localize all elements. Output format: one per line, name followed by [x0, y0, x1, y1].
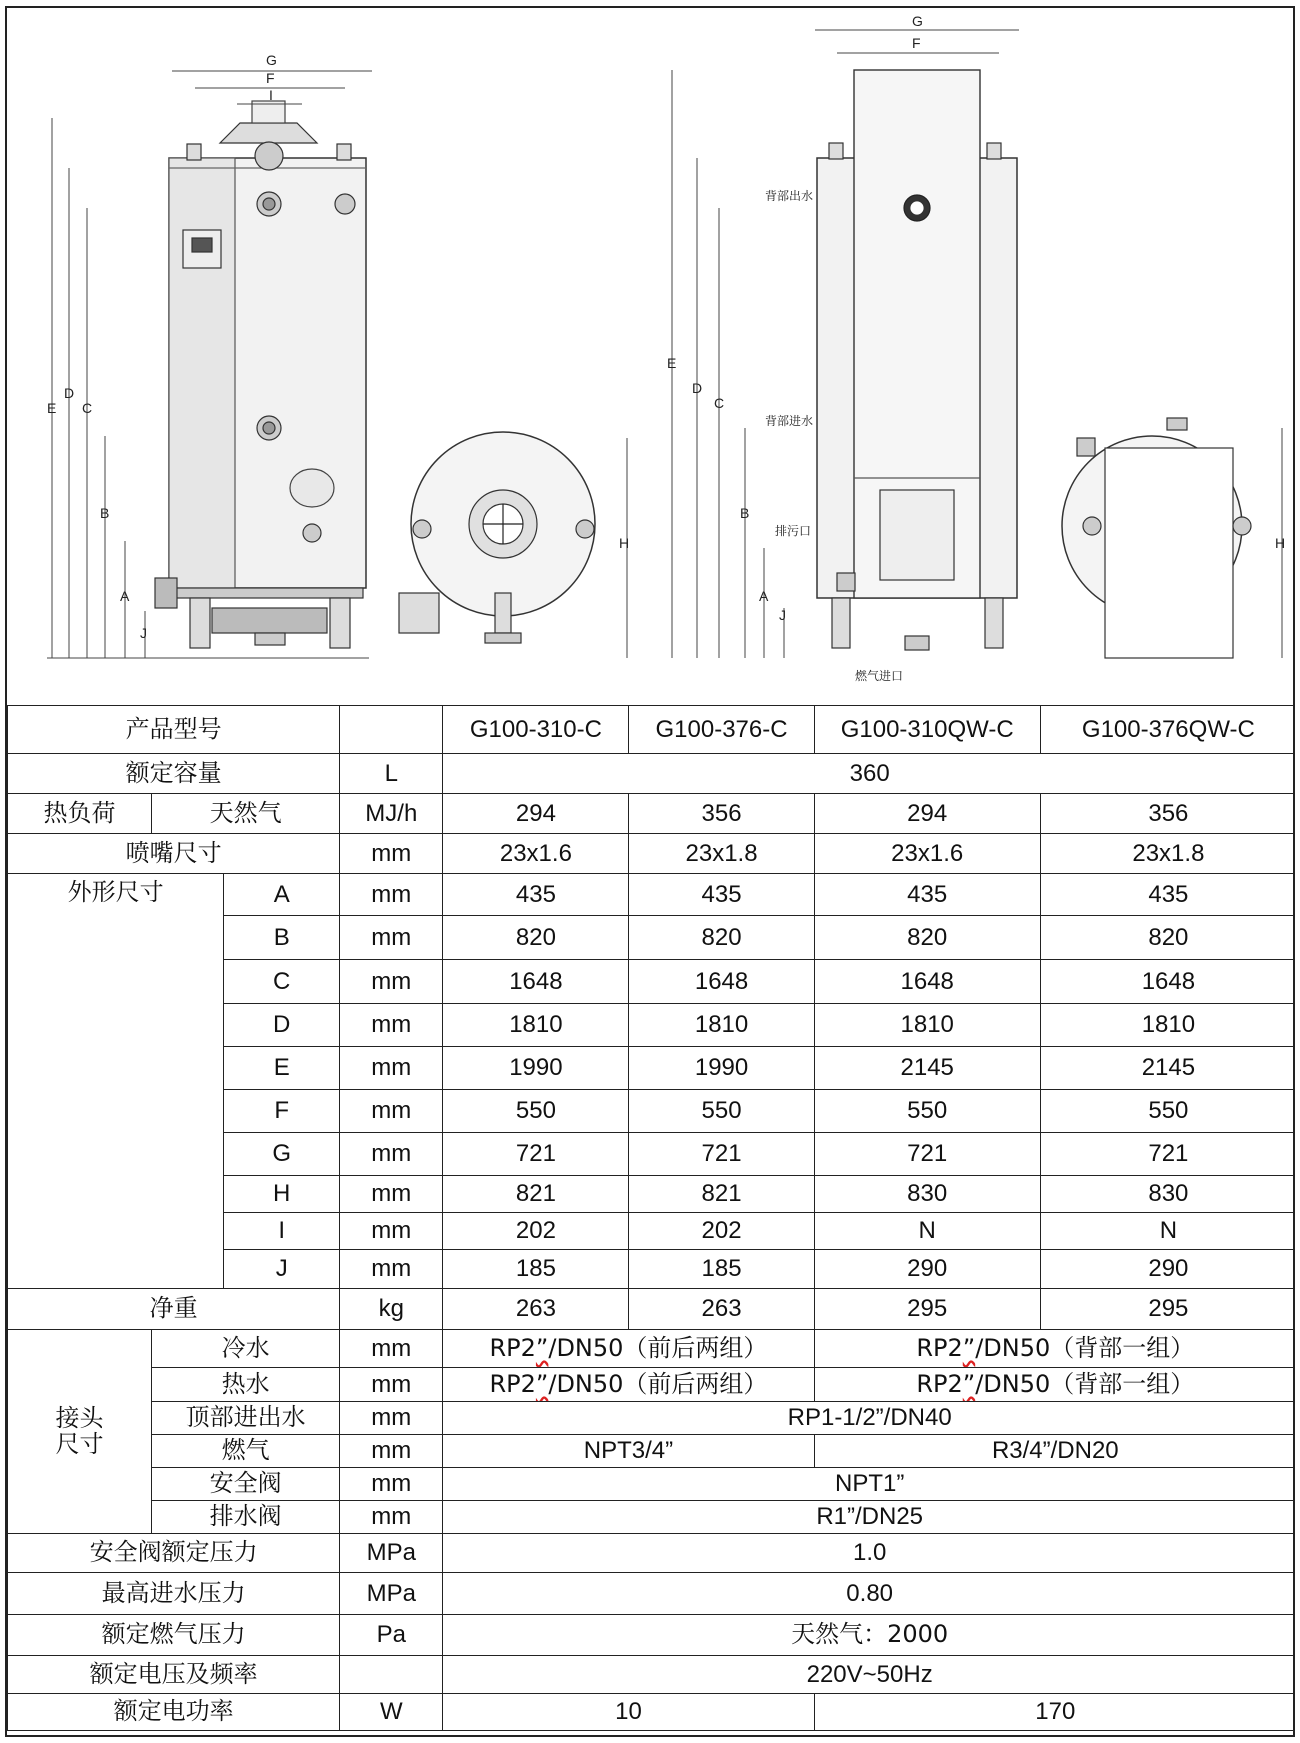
table-row-model: [8, 706, 1296, 754]
table-row-voltage: [8, 1656, 1296, 1694]
value-cell: 830: [1040, 1176, 1295, 1213]
row-label: 产品型号: [8, 706, 340, 754]
value-cell: [443, 1330, 814, 1368]
value-cell: 290: [1040, 1250, 1295, 1289]
value-cell: 721: [443, 1133, 629, 1176]
dim-label-I: I: [269, 87, 273, 103]
row-label: 燃气: [152, 1435, 340, 1468]
row-label: 净重: [8, 1289, 340, 1330]
unit-cell: W: [340, 1694, 443, 1731]
table-row-relief-pressure: [8, 1534, 1296, 1573]
spec-sheet: [5, 6, 1295, 1737]
table-row-heat-load: [8, 794, 1296, 834]
value-cell: [814, 1330, 1295, 1368]
value-cell: N: [814, 1213, 1040, 1250]
value-cell: 1990: [443, 1047, 629, 1090]
value-text: /DN50（前后两组）: [548, 1333, 768, 1362]
label-drain: 排污口: [775, 524, 812, 538]
qw-front-view-drawing: [817, 70, 1017, 650]
table-row-weight: [8, 1289, 1296, 1330]
value-cell: 0.80: [443, 1573, 1295, 1615]
unit-cell: [340, 1656, 443, 1694]
dim-key: A: [224, 874, 340, 916]
row-label: 安全阀额定压力: [8, 1534, 340, 1573]
value-cell: 435: [443, 874, 629, 916]
dim-label-E-2: E: [667, 355, 677, 371]
unit-cell: MJ/h: [340, 794, 443, 834]
table-row-nozzle: [8, 834, 1296, 874]
dim-label-H-2: H: [1275, 535, 1286, 551]
dim-label-A: A: [120, 588, 130, 604]
row-label: 顶部进出水: [152, 1402, 340, 1435]
value-cell: 294: [443, 794, 629, 834]
front-view-drawing: [155, 101, 366, 648]
quote-mark: ”: [962, 1333, 976, 1362]
value-cell: 435: [814, 874, 1040, 916]
value-cell: 天然气：2000: [443, 1615, 1295, 1656]
value-cell: 550: [629, 1090, 814, 1133]
value-cell: 721: [814, 1133, 1040, 1176]
dim-label-J: J: [140, 625, 147, 641]
unit-cell: mm: [340, 834, 443, 874]
table-row-gas: [8, 1435, 1296, 1468]
value-cell: 830: [814, 1176, 1040, 1213]
value-cell: 1648: [443, 960, 629, 1004]
qw-top-view-drawing: [1062, 418, 1251, 658]
value-cell: 263: [629, 1289, 814, 1330]
value-text: RP2: [916, 1369, 963, 1398]
table-row-capacity: [8, 754, 1296, 794]
value-cell: 1810: [1040, 1004, 1295, 1047]
model-cell: G100-310-C: [443, 706, 629, 754]
unit-cell: [340, 706, 443, 754]
dim-key: C: [224, 960, 340, 1004]
dim-key: F: [224, 1090, 340, 1133]
value-cell: 820: [629, 916, 814, 960]
value-cell: 821: [629, 1176, 814, 1213]
row-label: 额定电压及频率: [8, 1656, 340, 1694]
value-cell: 1648: [629, 960, 814, 1004]
dim-key: G: [224, 1133, 340, 1176]
value-cell: 23x1.8: [1040, 834, 1295, 874]
table-row-cold-water: [8, 1330, 1296, 1368]
table-row-power: [8, 1694, 1296, 1731]
quote-mark: ”: [535, 1369, 549, 1398]
row-label: 冷水: [152, 1330, 340, 1368]
dim-label-C: C: [82, 400, 93, 416]
row-label: 热水: [152, 1368, 340, 1402]
table-row-top-water: [8, 1402, 1296, 1435]
value-cell: 2145: [1040, 1047, 1295, 1090]
connections-label-line1: 接头: [55, 1404, 104, 1433]
value-cell: 356: [1040, 794, 1295, 834]
dim-label-B-2: B: [740, 505, 750, 521]
dim-label-F: F: [266, 70, 275, 86]
value-text: RP2: [489, 1369, 536, 1398]
row-label: 安全阀: [152, 1468, 340, 1501]
dim-label-G: G: [266, 52, 277, 68]
table-row-dim-A: [8, 874, 1296, 916]
dim-label-J-2: J: [779, 607, 786, 623]
unit-cell: mm: [340, 916, 443, 960]
value-cell: [814, 1368, 1295, 1402]
unit-cell: Pa: [340, 1615, 443, 1656]
dim-label-E: E: [47, 400, 57, 416]
dim-key: I: [224, 1213, 340, 1250]
value-text: RP2: [489, 1333, 536, 1362]
dim-key: B: [224, 916, 340, 960]
value-cell: 721: [1040, 1133, 1295, 1176]
row-sublabel: 天然气: [152, 794, 340, 834]
dim-label-C-2: C: [714, 395, 725, 411]
unit-cell: mm: [340, 1133, 443, 1176]
value-cell: 202: [629, 1213, 814, 1250]
unit-cell: mm: [340, 1047, 443, 1090]
value-cell: 263: [443, 1289, 629, 1330]
label-back-outlet: 背部出水: [765, 189, 814, 203]
value-cell: 820: [1040, 916, 1295, 960]
unit-cell: mm: [340, 874, 443, 916]
unit-cell: MPa: [340, 1573, 443, 1615]
value-cell: 295: [1040, 1289, 1295, 1330]
table-row-max-inlet-pressure: [8, 1573, 1296, 1615]
value-cell: 1648: [1040, 960, 1295, 1004]
row-label: 额定燃气压力: [8, 1615, 340, 1656]
unit-cell: kg: [340, 1289, 443, 1330]
row-label: 喷嘴尺寸: [8, 834, 340, 874]
quote-mark: ”: [535, 1333, 549, 1362]
unit-cell: mm: [340, 1330, 443, 1368]
spec-table: [7, 705, 1295, 1731]
dim-label-G-2: G: [912, 13, 923, 29]
value-cell: 1990: [629, 1047, 814, 1090]
value-cell: 550: [814, 1090, 1040, 1133]
value-text: /DN50（背部一组）: [975, 1333, 1195, 1362]
value-cell: 1810: [443, 1004, 629, 1047]
value-cell: 295: [814, 1289, 1040, 1330]
dim-label-F-2: F: [912, 35, 921, 51]
unit-cell: mm: [340, 1501, 443, 1534]
model-cell: G100-376-C: [629, 706, 814, 754]
value-text: /DN50（背部一组）: [975, 1369, 1195, 1398]
value-cell: 290: [814, 1250, 1040, 1289]
dim-key: E: [224, 1047, 340, 1090]
value-cell: 294: [814, 794, 1040, 834]
row-label: 额定容量: [8, 754, 340, 794]
table-row-gas-pressure: [8, 1615, 1296, 1656]
unit-cell: mm: [340, 1250, 443, 1289]
value-cell: R3/4”/DN20: [814, 1435, 1295, 1468]
row-label: 排水阀: [152, 1501, 340, 1534]
table-row-relief-valve: [8, 1468, 1296, 1501]
dim-label-B: B: [100, 505, 110, 521]
value-cell: 1.0: [443, 1534, 1295, 1573]
value-cell: R1”/DN25: [443, 1501, 1295, 1534]
connections-label: [8, 1330, 152, 1534]
row-label: 最高进水压力: [8, 1573, 340, 1615]
label-gas-inlet: 燃气进口: [855, 669, 904, 683]
unit-cell: mm: [340, 1213, 443, 1250]
value-cell: 23x1.8: [629, 834, 814, 874]
label-back-inlet: 背部进水: [765, 414, 814, 428]
value-cell: 23x1.6: [443, 834, 629, 874]
value-text: /DN50（前后两组）: [548, 1369, 768, 1398]
value-cell: 550: [1040, 1090, 1295, 1133]
unit-cell: mm: [340, 1435, 443, 1468]
unit-cell: mm: [340, 960, 443, 1004]
value-cell: 721: [629, 1133, 814, 1176]
unit-cell: mm: [340, 1004, 443, 1047]
value-cell: 2145: [814, 1047, 1040, 1090]
unit-cell: mm: [340, 1402, 443, 1435]
value-cell: 170: [814, 1694, 1295, 1731]
value-cell: 185: [629, 1250, 814, 1289]
table-row-drain-valve: [8, 1501, 1296, 1534]
value-cell: 1648: [814, 960, 1040, 1004]
unit-cell: mm: [340, 1468, 443, 1501]
dim-label-D: D: [64, 385, 75, 401]
value-cell: NPT1”: [443, 1468, 1295, 1501]
value-cell: 1810: [629, 1004, 814, 1047]
quote-mark: ”: [962, 1369, 976, 1398]
model-cell: G100-376QW-C: [1040, 706, 1295, 754]
value-cell: 202: [443, 1213, 629, 1250]
value-cell: 10: [443, 1694, 814, 1731]
dimensions-label: 外形尺寸: [8, 874, 224, 1289]
value-cell: 435: [1040, 874, 1295, 916]
value-cell: NPT3/4”: [443, 1435, 814, 1468]
value-cell: 820: [814, 916, 1040, 960]
value-cell: 1810: [814, 1004, 1040, 1047]
value-text: RP2: [916, 1333, 963, 1362]
row-label: 热负荷: [8, 794, 152, 834]
value-cell: 356: [629, 794, 814, 834]
value-cell: 360: [443, 754, 1295, 794]
value-cell: [443, 1368, 814, 1402]
table-row-hot-water: [8, 1368, 1296, 1402]
connections-label-line2: 尺寸: [55, 1429, 104, 1458]
unit-cell: mm: [340, 1368, 443, 1402]
technical-drawings: [7, 8, 1295, 705]
value-cell: 220V~50Hz: [443, 1656, 1295, 1694]
dim-key: J: [224, 1250, 340, 1289]
value-cell: 23x1.6: [814, 834, 1040, 874]
unit-cell: mm: [340, 1176, 443, 1213]
value-cell: 185: [443, 1250, 629, 1289]
unit-cell: mm: [340, 1090, 443, 1133]
top-view-drawing: [399, 432, 595, 643]
value-cell: 435: [629, 874, 814, 916]
unit-cell: L: [340, 754, 443, 794]
unit-cell: MPa: [340, 1534, 443, 1573]
dim-key: H: [224, 1176, 340, 1213]
row-label: 额定电功率: [8, 1694, 340, 1731]
value-cell: 820: [443, 916, 629, 960]
value-cell: 821: [443, 1176, 629, 1213]
dim-key: D: [224, 1004, 340, 1047]
dim-label-H: H: [619, 535, 630, 551]
value-cell: N: [1040, 1213, 1295, 1250]
dim-label-A-2: A: [759, 588, 769, 604]
model-cell: G100-310QW-C: [814, 706, 1040, 754]
dim-label-D-2: D: [692, 380, 703, 396]
value-cell: 550: [443, 1090, 629, 1133]
value-cell: RP1-1/2”/DN40: [443, 1402, 1295, 1435]
